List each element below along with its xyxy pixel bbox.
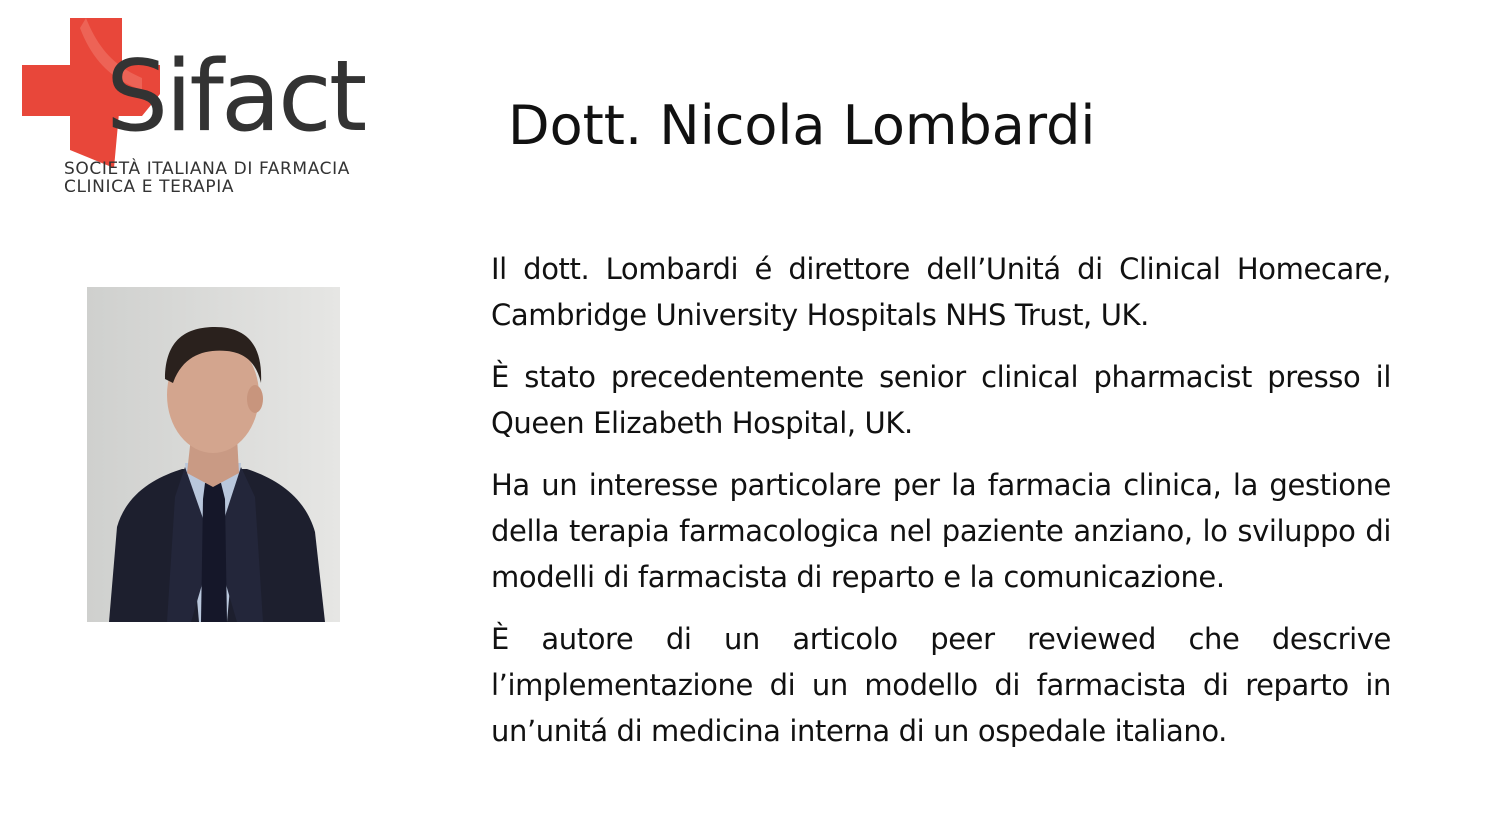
bio-paragraph: È autore di un articolo peer reviewed che descrive l’implementazione di un modello di farmacista di reparto in un’unitá di medicina interna di un ospedale italiano. (491, 622, 1391, 748)
slide-title: Dott. Nicola Lombardi (508, 94, 1096, 157)
bio-paragraph: Il dott. Lombardi é direttore dell’Unitá di Clinical Homecare, Cambridge University Hospitals NHS Trust, UK. (491, 252, 1391, 332)
bio-paragraph: Ha un interesse particolare per la farmacia clinica, la gestione della terapia farmacologica nel paziente anziano, lo sviluppo di modelli di farmacista di reparto e la comunicazione. (491, 468, 1391, 594)
bio-paragraph: È stato precedentemente senior clinical pharmacist presso il Queen Elizabeth Hospital, UK. (491, 360, 1391, 440)
biography-text (491, 246, 1391, 770)
portrait-photo (87, 287, 340, 622)
logo-subtitle-line2: CLINICA E TERAPIA (64, 177, 235, 197)
logo-subtitle (64, 160, 350, 196)
logo-wordmark: Sifact (106, 40, 365, 154)
logo-subtitle-line1: SOCIETÀ ITALIANA DI FARMACIA (64, 159, 350, 179)
sifact-logo (22, 18, 402, 203)
